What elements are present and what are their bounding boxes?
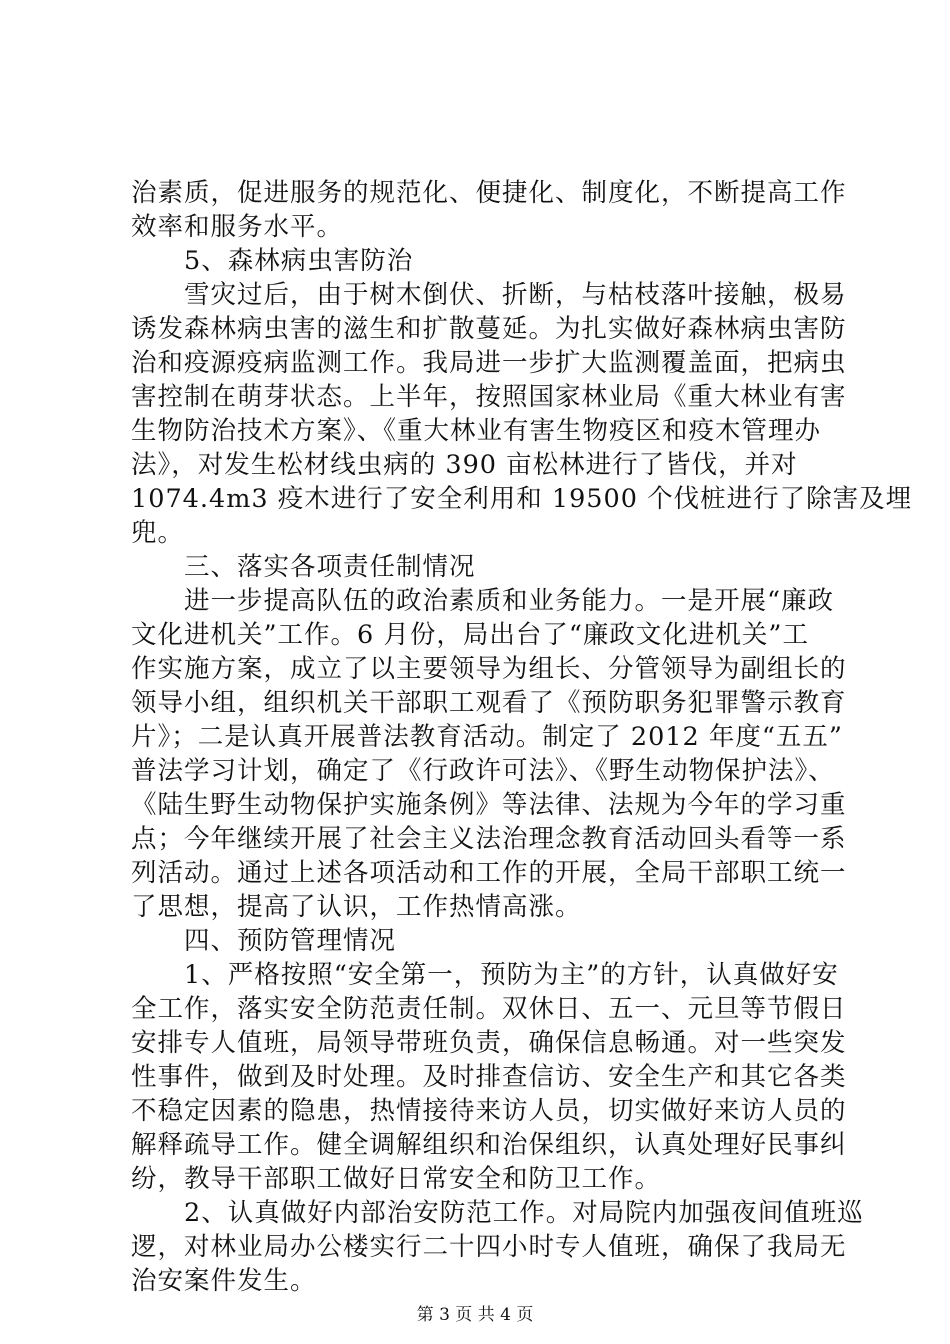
text-line: 性事件，做到及时处理。及时排查信访、安全生产和其它各类 <box>131 1062 847 1092</box>
text-line: 领导小组，组织机关干部职工观看了《预防职务犯罪警示教育 <box>131 688 847 718</box>
page-number-footer: 第 3 页 共 4 页 <box>416 1305 534 1325</box>
text-line: 作实施方案，成立了以主要领导为组长、分管领导为副组长的 <box>131 654 847 684</box>
text-line: 全工作，落实安全防范责任制。双休日、五一、元旦等节假日 <box>131 994 847 1024</box>
text-line: 安排专人值班，局领导带班负责，确保信息畅通。对一些突发 <box>131 1028 847 1058</box>
text-line: 治素质，促进服务的规范化、便捷化、制度化，不断提高工作 <box>131 178 847 208</box>
text-line: 1、严格按照“安全第一，预防为主”的方针，认真做好安 <box>131 960 839 990</box>
text-line: 治安案件发生。 <box>131 1266 317 1296</box>
text-line: 1074.4m3 疫木进行了安全利用和 19500 个伐桩进行了除害及埋 <box>131 484 913 514</box>
text-line: 诱发森林病虫害的滋生和扩散蔓延。为扎实做好森林病虫害防 <box>131 314 847 344</box>
text-line: 解释疏导工作。健全调解组织和治保组织，认真处理好民事纠 <box>131 1130 847 1160</box>
section-heading: 四、预防管理情况 <box>131 926 397 956</box>
text-line: 不稳定因素的隐患，热情接待来访人员，切实做好来访人员的 <box>131 1096 847 1126</box>
text-line: 2、认真做好内部治安防范工作。对局院内加强夜间值班巡 <box>131 1198 864 1228</box>
text-line: 治和疫源疫病监测工作。我局进一步扩大监测覆盖面，把病虫 <box>131 348 847 378</box>
text-line: 进一步提高队伍的政治素质和业务能力。一是开展“廉政 <box>131 586 835 616</box>
section-heading: 5、森林病虫害防治 <box>131 246 414 276</box>
text-line: 文化进机关”工作。6 月份，局出台了“廉政文化进机关”工 <box>131 620 809 650</box>
text-line: 纷，教导干部职工做好日常安全和防卫工作。 <box>131 1164 662 1194</box>
text-line: 列活动。通过上述各项活动和工作的开展，全局干部职工统一 <box>131 858 847 888</box>
text-line: 雪灾过后，由于树木倒伏、折断，与枯枝落叶接触，极易 <box>131 280 847 310</box>
text-line: 害控制在萌芽状态。上半年，按照国家林业局《重大林业有害 <box>131 382 847 412</box>
text-line: 逻，对林业局办公楼实行二十四小时专人值班，确保了我局无 <box>131 1232 847 1262</box>
text-line: 生物防治技术方案》、《重大林业有害生物疫区和疫木管理办 <box>131 416 822 446</box>
section-heading: 三、落实各项责任制情况 <box>131 552 476 582</box>
text-line: 普法学习计划，确定了《行政许可法》、《野生动物保护法》、 <box>131 756 835 786</box>
text-line: 片》；二是认真开展普法教育活动。制定了 2012 年度“五五” <box>131 722 843 752</box>
text-line: 了思想，提高了认识，工作热情高涨。 <box>131 892 582 922</box>
text-line: 兜。 <box>131 518 185 548</box>
text-line: 点；今年继续开展了社会主义法治理念教育活动回头看等一系 <box>131 824 847 854</box>
text-line: 法》，对发生松材线虫病的 390 亩松林进行了皆伐，并对 <box>131 450 798 480</box>
text-line: 效率和服务水平。 <box>131 212 344 242</box>
text-line: 《陆生野生动物保护实施条例》等法律、法规为今年的学习重 <box>131 790 847 820</box>
